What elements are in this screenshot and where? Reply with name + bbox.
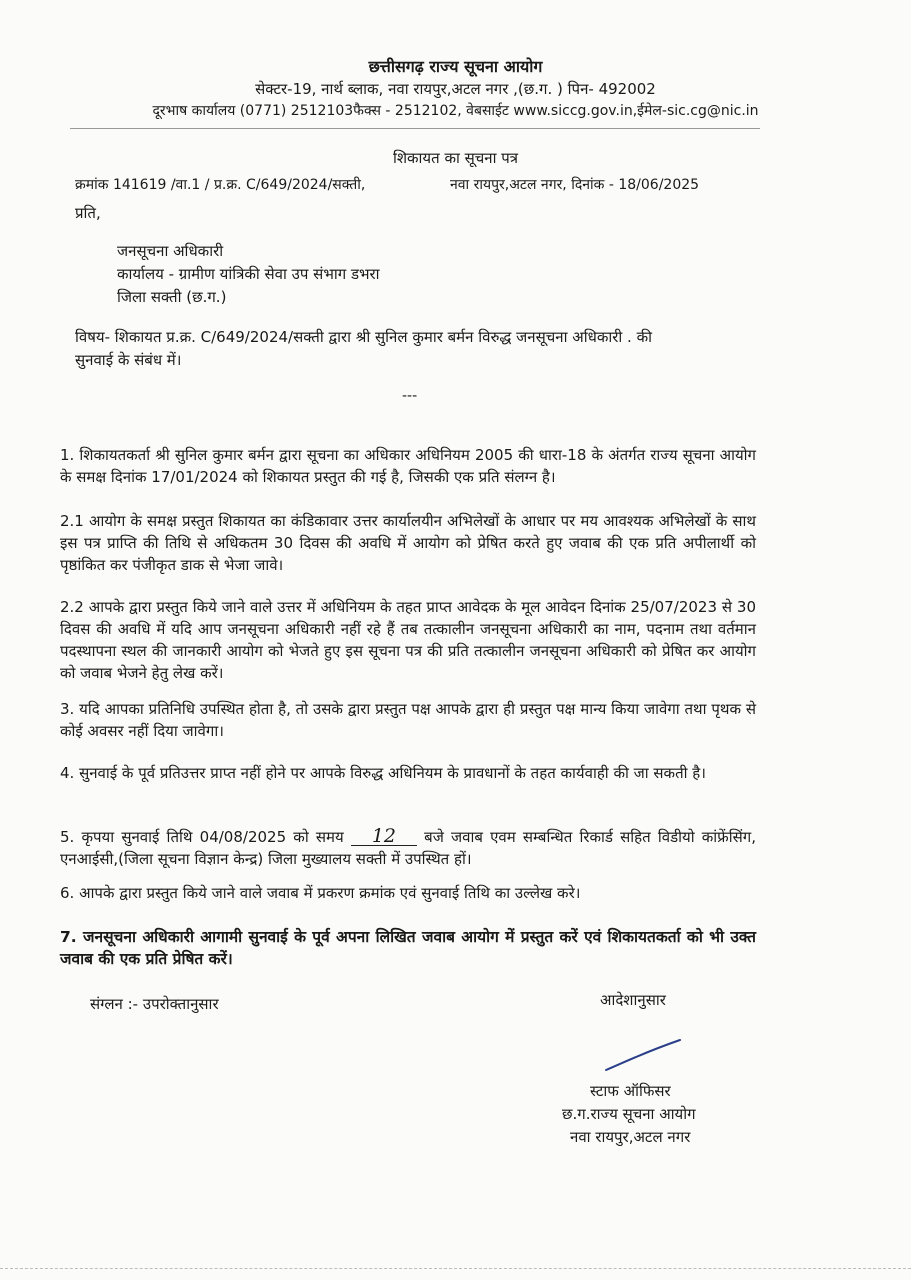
paragraph-3: 3. यदि आपका प्रतिनिधि उपस्थित होता है, तो उसके द्वारा प्रस्तुत पक्ष आपके द्वारा ही प्रस्तुत पक्ष मान्य किया जावेगा तथा पृथक से कोई अवसर नहीं दिया जावेगा। bbox=[60, 700, 756, 740]
signature bbox=[600, 1036, 690, 1076]
addressee-line-3: जिला सक्ती (छ.ग.) bbox=[117, 288, 227, 306]
addressee-line-1: जनसूचना अधिकारी bbox=[117, 242, 224, 260]
reference-number: क्रमांक 141619 /वा.1 / प्र.क्र. C/649/2024/सक्ती, bbox=[75, 177, 366, 193]
order-note: आदेशानुसार bbox=[600, 991, 666, 1009]
header-divider bbox=[70, 128, 760, 129]
paragraph-5 bbox=[60, 826, 756, 870]
enclosure-note: संग्लन :- उपरोक्तानुसार bbox=[90, 995, 219, 1013]
prati-label: प्रति, bbox=[75, 204, 101, 222]
paragraph-5-start: 5. कृपया सुनवाई तिथि 04/08/2025 को समय bbox=[60, 828, 344, 846]
paragraph-2-1: 2.1 आयोग के समक्ष प्रस्तुत शिकायत का कंडिकावार उत्तर कार्यालयीन अभिलेखों के आधार पर मय आवश्यक अभिलेखों के साथ इस पत्र प्राप्ति की तिथि से अधिकतम 30 दिवस की अवधि में आयोग को प्रेषित करते हुए जवाब की एक प्रति अपीलार्थी को पृष्ठांकित कर पंजीकृत डाक से भेजा जावे। bbox=[60, 512, 756, 574]
received-stamp bbox=[10, 178, 50, 328]
signatory-office: छ.ग.राज्य सूचना आयोग bbox=[562, 1105, 696, 1123]
paragraph-6: 6. आपके द्वारा प्रस्तुत किये जाने वाले जवाब में प्रकरण क्रमांक एवं सुनवाई तिथि का उल्लेख करे। bbox=[60, 884, 581, 902]
signatory-location: नवा रायपुर,अटल नगर bbox=[570, 1128, 691, 1146]
paragraph-2-2: 2.2 आपके द्वारा प्रस्तुत किये जाने वाले उत्तर में अधिनियम के तहत प्राप्त आवेदक के मूल आवेदन दिनांक 25/07/2023 से 30 दिवस की अवधि में यदि आप जनसूचना अधिकारी नहीं रहे हैं तब तत्कालीन जनसूचना अधिकारी का नाम, पदनाम तथा वर्तमान पदस्थापना स्थल की जानकारी आयोग को भेजते हुए इस सूचना पत्र की प्रति तत्कालीन जनसूचना अधिकारी को प्रेषित कर आयोग को जवाब भेजने हेतु लेख करें। bbox=[60, 598, 756, 682]
hearing-time-field: 12 bbox=[351, 827, 417, 846]
org-address: सेक्टर-19, नार्थ ब्लाक, नवा रायपुर,अटल नगर ,(छ.ग. ) पिन- 492002 bbox=[255, 80, 656, 98]
paragraph-5-end: बजे जवाब एवम सम्बन्धित रिकार्ड सहित विडीयो कांफ्रेंसिंग, एनआईसी,(जिला सूचना विज्ञान केन्द्र) जिला मुख्यालय सक्ती में उपस्थित हों। bbox=[60, 828, 756, 868]
paragraph-7: 7. जनसूचना अधिकारी आगामी सुनवाई के पूर्व अपना लिखित जवाब आयोग में प्रस्तुत करें एवं शिकायतकर्ता को भी उक्त जवाब की एक प्रति प्रेषित करें। bbox=[60, 928, 756, 968]
subject-line-1: विषय- शिकायत प्र.क्र. C/649/2024/सक्ती द्वारा श्री सुनिल कुमार बर्मन विरुद्ध जनसूचना अधिकारी . की bbox=[75, 328, 652, 346]
signatory-designation: स्टाफ ऑफिसर bbox=[590, 1082, 671, 1100]
paragraph-1: 1. शिकायतकर्ता श्री सुनिल कुमार बर्मन द्वारा सूचना का अधिकार अधिनियम 2005 की धारा-18 के अंतर्गत राज्य सूचना आयोग के समक्ष दिनांक 17/01/2024 को शिकायत प्रस्तुत की गई है, जिसकी एक प्रति संलग्न है। bbox=[60, 446, 756, 486]
subject-line-2: सुनवाई के संबंध में। bbox=[75, 351, 182, 369]
org-name: छत्तीसगढ़ राज्य सूचना आयोग bbox=[368, 57, 543, 76]
letter-title: शिकायत का सूचना पत्र bbox=[392, 149, 519, 167]
separator: --- bbox=[402, 388, 418, 404]
addressee-line-2: कार्यालय - ग्रामीण यांत्रिकी सेवा उप संभाग डभरा bbox=[117, 265, 380, 283]
place-date: नवा रायपुर,अटल नगर, दिनांक - 18/06/2025 bbox=[450, 177, 700, 193]
page-edge bbox=[0, 1268, 911, 1269]
org-contact: दूरभाष कार्यालय (0771) 2512103फैक्स - 2512102, वेबसाईट www.siccg.gov.in,ईमेल-sic.cg@nic.in bbox=[152, 103, 759, 119]
paragraph-4: 4. सुनवाई के पूर्व प्रतिउत्तर प्राप्त नहीं होने पर आपके विरुद्ध अधिनियम के प्रावधानों के तहत कार्यवाही की जा सकती है। bbox=[60, 764, 706, 782]
